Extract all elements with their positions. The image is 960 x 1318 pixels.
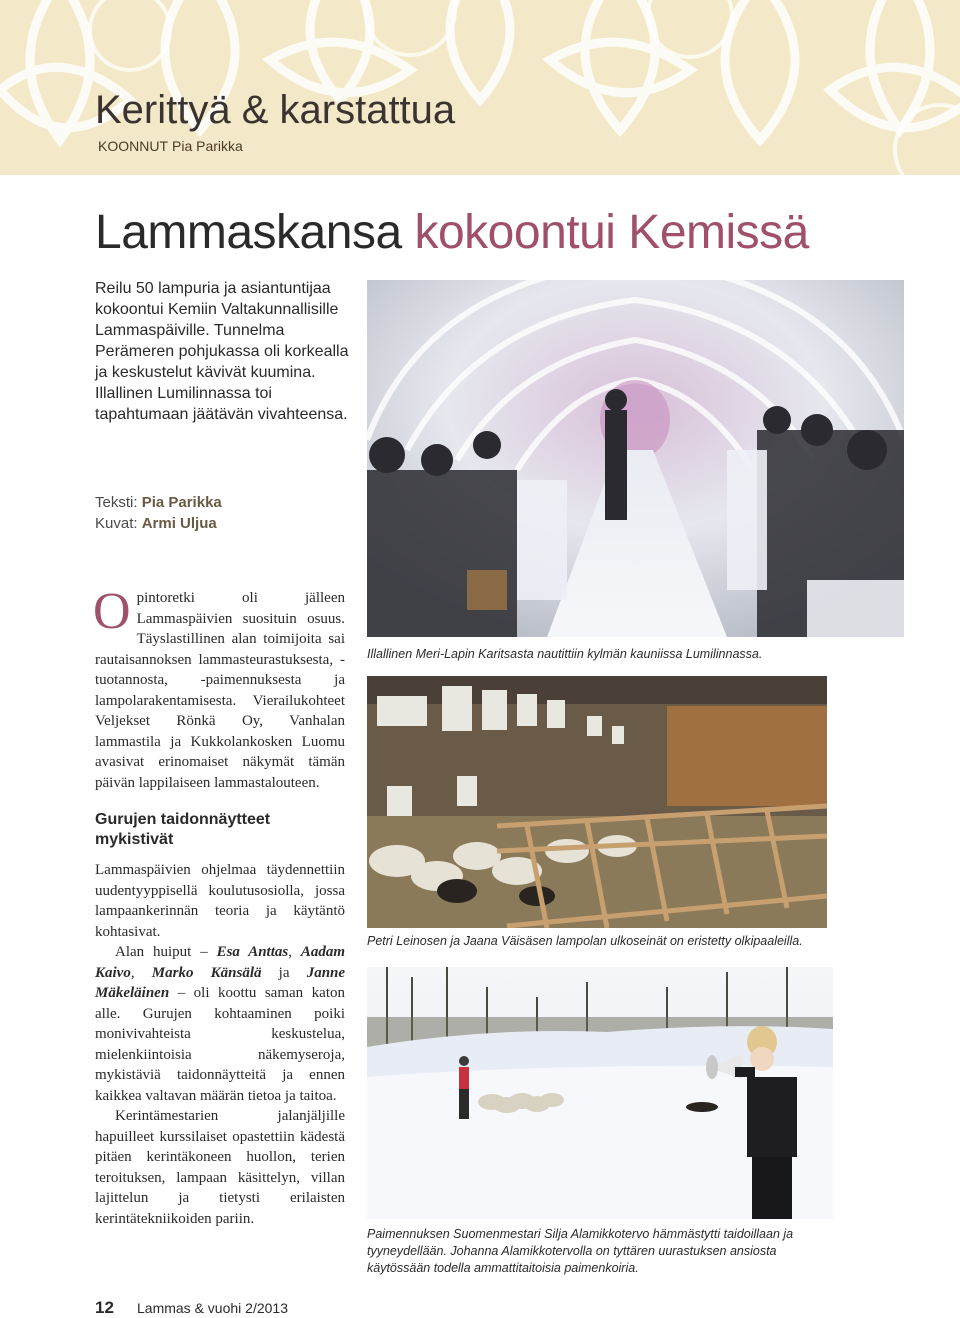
caption-photo-3: Paimennuksen Suomenmestari Silja Alamikkotervo hämmästytti taidoillaan ja tyyneydellään. Johanna Alamikkotervolla on tyttären uurastuksen ansiosta käytössään todella ammattitaitoisia paimenkoiria.	[367, 1227, 794, 1275]
photographer: Armi Uljua	[141, 515, 217, 532]
paragraph-4: Kerintämestarien jalanjäljille hapuilleet kurssilaiset opastettiin kädestä pitäen kerintäkoneen huollon, terien teroituksen, lampaan käsittelyn, villan lajittelun ja tietysti erilaisten kerintätekniikoiden pariin.	[95, 1108, 345, 1227]
subheading: Gurujen taidonnäytteet mykistivät	[95, 811, 271, 848]
guru-name: Aadam Kaivo	[95, 944, 346, 981]
guru-name: Janne Mäkeläinen	[95, 964, 346, 1001]
editor-name: Pia Parikka	[172, 138, 243, 154]
text-label: Teksti:	[95, 494, 138, 511]
guru-name: Esa Anttas	[216, 944, 289, 960]
body-paragraph-1	[93, 583, 345, 793]
photo-sheep-herding	[367, 967, 833, 1219]
compiled-label: KOONNUT	[98, 138, 168, 154]
magazine-issue: Lammas & vuohi 2/2013	[137, 1300, 288, 1316]
photo-ice-castle-dinner	[367, 280, 904, 637]
headline-main: Lammaskansa	[95, 206, 402, 259]
photo-label: Kuvat:	[95, 515, 138, 532]
section-title: Kerittyä & karstattua	[95, 88, 456, 132]
headline-accent: kokoontui Kemissä	[414, 206, 809, 259]
body-column-lower	[95, 860, 345, 1229]
photo-sheep-barn	[367, 676, 827, 928]
page-number: 12	[95, 1298, 114, 1317]
text-author: Pia Parikka	[141, 494, 222, 511]
article-headline	[95, 205, 809, 260]
paragraph-2: Lammaspäivien ohjelmaa täydennettiin uudentyyppisellä koulutusosiolla, jossa lampaankerinnän teoria ja käytäntö kohtasivat.	[95, 862, 345, 940]
article-credits	[95, 492, 222, 534]
guru-name: Marko Känsälä	[151, 964, 262, 981]
paragraph-3: Alan huiput – Esa Anttas, Aadam Kaivo, Marko Känsälä ja Janne Mäkeläinen – oli koottu saman katon alle. Gurujen kohtaaminen poiki monivivahteista keskustelua, mielenkiintoisia näkemyseroja, mykistäviä taidonnäytteitä ja ennen kaikkea valtavan määrän tietoa ja taitoa.	[95, 944, 346, 1104]
caption-photo-2: Petri Leinosen ja Jaana Väisäsen lampolan ulkoseinät on eristetty olkipaaleilla.	[367, 934, 803, 948]
article-lead: Reilu 50 lampuria ja asiantuntijaa kokoontui Kemiin Valtakunnallisille Lammaspäiville. Tunnelma Perämeren pohjukassa oli korkealla ja keskustelut kävivät kuumina. Illallinen Lumilinnassa toi tapahtumaan jäätävän vivahteensa.	[95, 280, 349, 423]
drop-cap: O	[93, 583, 131, 640]
paragraph-1-text: pintoretki oli jälleen Lammaspäivien suosituin osuus. Täyslastillinen alan toimijoita sai rautaisannoksen lammasteurastuksesta, -tuotannosta, -paimennuksesta ja lampolarakentamisesta. Vierailukohteet Veljekset Rönkä Oy, Vanhalan lammastila ja Kukkolankosken Luomu avasivat erinomaiset näkymät tämän päivän lappilaiseen lammastalouteen.	[95, 590, 345, 791]
caption-photo-1: Illallinen Meri-Lapin Karitsasta nautittiin kylmän kauniissa Lumilinnassa.	[367, 647, 763, 661]
section-byline	[98, 138, 243, 154]
